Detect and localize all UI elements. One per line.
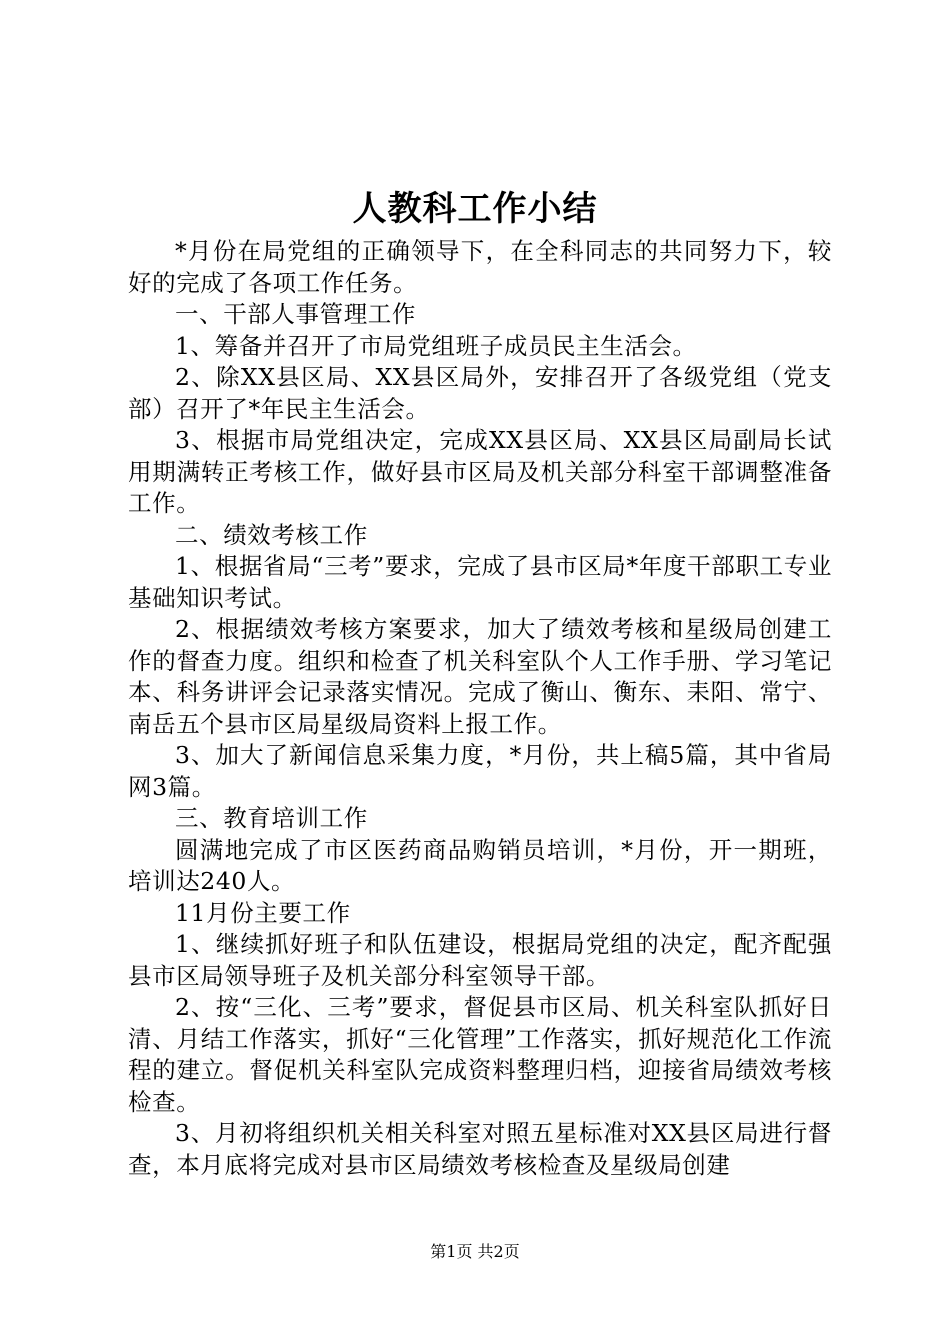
document-body bbox=[128, 236, 832, 1181]
paragraph-4-2: 2、按“三化、三考”要求，督促县市区局、机关科室队抓好日清、月结工作落实，抓好“三化管理”工作落实，抓好规范化工作流程的建立。督促机关科室队完成资料整理归档，迎接省局绩效考核检查。 bbox=[128, 993, 832, 1116]
paragraph-intro: *月份在局党组的正确领导下，在全科同志的共同努力下，较好的完成了各项工作任务。 bbox=[128, 237, 832, 297]
paragraph-3-1: 圆满地完成了市区医药商品购销员培训，*月份，开一期班，培训达240人。 bbox=[128, 835, 832, 895]
paragraph-4-1: 1、继续抓好班子和队伍建设，根据局党组的决定，配齐配强县市区局领导班子及机关部分科室领导干部。 bbox=[128, 930, 832, 990]
section-heading-3: 三、教育培训工作 bbox=[175, 804, 368, 832]
paragraph-2-1: 1、根据省局“三考”要求，完成了县市区局*年度干部职工专业基础知识考试。 bbox=[128, 552, 832, 612]
section-heading-1: 一、干部人事管理工作 bbox=[175, 300, 416, 328]
page-footer: 第1页 共2页 bbox=[430, 1242, 520, 1261]
section-heading-2: 二、绩效考核工作 bbox=[175, 520, 368, 549]
paragraph-2-3: 3、加大了新闻信息采集力度，*月份，共上稿5篇，其中省局网3篇。 bbox=[128, 741, 832, 801]
paragraph-1-2: 2、除XX县区局、XX县区局外，安排召开了各级党组（党支部）召开了*年民主生活会。 bbox=[128, 363, 832, 423]
paragraph-1-1: 1、筹备并召开了市局党组班子成员民主生活会。 bbox=[175, 331, 697, 360]
section-heading-4: 11月份主要工作 bbox=[175, 898, 351, 927]
paragraph-1-3: 3、根据市局党组决定，完成XX县区局、XX县区局副局长试用期满转正考核工作，做好县市区局及机关部分科室干部调整准备工作。 bbox=[128, 426, 832, 517]
paragraph-2-2: 2、根据绩效考核方案要求，加大了绩效考核和星级局创建工作的督查力度。组织和检查了机关科室队个人工作手册、学习笔记本、科务讲评会记录落实情况。完成了衡山、衡东、耒阳、常宁、南岳五个县市区局星级局资料上报工作。 bbox=[128, 615, 832, 738]
document-title: 人教科工作小结 bbox=[352, 189, 598, 229]
paragraph-4-3: 3、月初将组织机关相关科室对照五星标准对XX县区局进行督查，本月底将完成对县市区局绩效考核检查及星级局创建 bbox=[128, 1119, 832, 1179]
